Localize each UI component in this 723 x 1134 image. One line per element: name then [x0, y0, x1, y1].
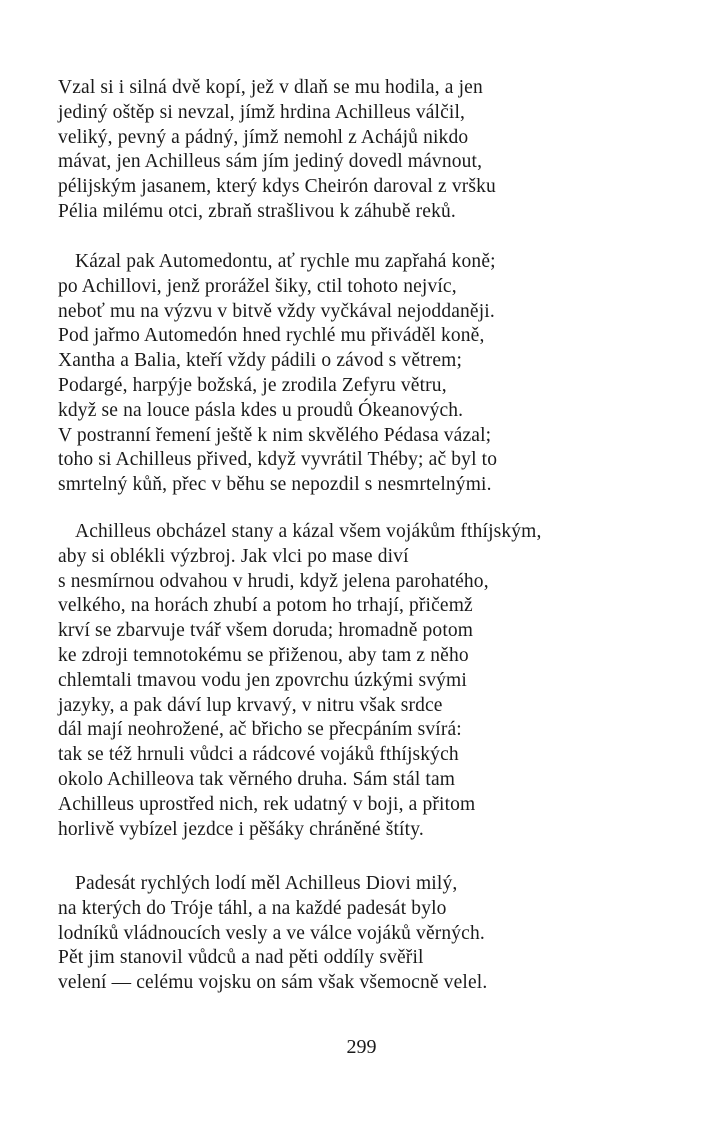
text-line: toho si Achilleus přived, když vyvrátil Théby; ač byl to [58, 449, 498, 471]
text-line: Podargé, harpýje božská, je zrodila Zefyru větru, [58, 374, 447, 396]
page-number: 299 [346, 1036, 377, 1058]
text-line: lodníků vládnoucích vesly a ve válce vojáků věrných. [58, 922, 485, 944]
text-line: Padesát rychlých lodí měl Achilleus Diovi milý, [75, 873, 458, 894]
text-line: na kterých do Tróje táhl, a na každé padesát bylo [58, 897, 447, 919]
text-line: tak se též hrnuli vůdci a rádcové vojáků fthíjských [58, 744, 459, 766]
text-line: mávat, jen Achilleus sám jím jediný dovedl mávnout, [58, 151, 483, 173]
text-line: Vzal si i silná dvě kopí, jež v dlaň se mu hodila, a jen [58, 77, 483, 98]
text-line: okolo Achilleova tak věrného druha. Sám stál tam [58, 768, 456, 790]
text-line: Pět jim stanovil vůdců a nad pěti oddíly svěřil [58, 947, 424, 969]
text-line: aby si oblékli výzbroj. Jak vlci po mase diví [58, 545, 409, 567]
text-line: ke zdroji temnotokému se přiženou, aby tam z něho [58, 644, 469, 666]
text-line: Kázal pak Automedontu, ať rychle mu zapřahá koně; [75, 251, 496, 272]
text-line: velkého, na horách zhubí a potom ho trhají, přičemž [58, 595, 473, 617]
stanza-1 [58, 76, 698, 225]
text-line: veliký, pevný a pádný, jímž nemohl z Achájů nikdo [58, 126, 469, 148]
text-line: Pélia milému otci, zbraň strašlivou k záhubě reků. [58, 200, 456, 222]
text-line: s nesmírnou odvahou v hrudi, když jelena parohatého, [58, 570, 489, 592]
stanza-3 [58, 520, 698, 842]
text-line: po Achillovi, jenž prorážel šiky, ctil tohoto nejvíc, [58, 275, 457, 297]
text-line: Achilleus uprostřed nich, rek udatný v boji, a přitom [58, 793, 476, 815]
text-line: jazyky, a pak dáví lup krvavý, v nitru však srdce [58, 694, 443, 716]
text-line: neboť mu na výzvu v bitvě vždy vyčkával nejoddaněji. [58, 300, 495, 322]
text-line: Achilleus obcházel stany a kázal všem vojákům fthíjským, [75, 521, 542, 542]
text-line: velení — celému vojsku on sám však všemocně velel. [58, 972, 488, 994]
text-line: jediný oštěp si nevzal, jímž hrdina Achilleus válčil, [58, 101, 466, 123]
text-line: krví se zbarvuje tvář všem doruda; hromadně potom [58, 620, 474, 642]
text-line: Xantha a Balia, kteří vždy pádili o závod s větrem; [58, 350, 463, 372]
text-line: V postranní řemení ještě k nim skvělého Pédasa vázal; [58, 424, 492, 446]
text-line: chlemtali tmavou vodu jen zpovrchu úzkými svými [58, 669, 467, 691]
text-line: smrtelný kůň, přec v běhu se nepozdil s nesmrtelnými. [58, 474, 492, 496]
text-line: dál mají neohrožené, ač břicho se přecpáním svírá: [58, 719, 462, 741]
text-line: horlivě vybízel jezdce i pěšáky chráněné štíty. [58, 818, 424, 840]
text-line: když se na louce pásla kdes u proudů Ókeanových. [58, 399, 464, 421]
stanza-4 [58, 872, 698, 996]
text-line: Pod jařmo Automedón hned rychlé mu přiváděl koně, [58, 325, 485, 347]
stanza-2 [58, 250, 698, 498]
text-line: pélijským jasanem, který kdys Cheirón daroval z vršku [58, 176, 496, 198]
